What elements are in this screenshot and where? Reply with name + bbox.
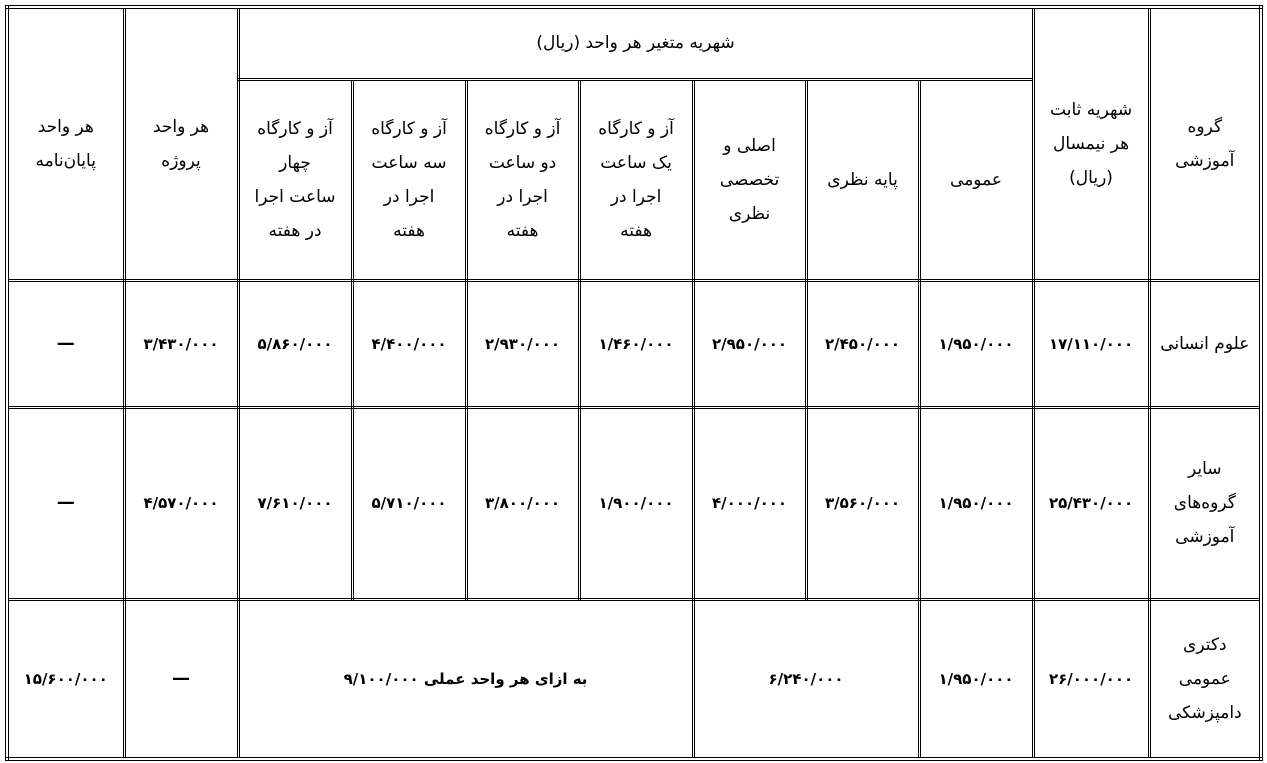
cell-practical-note: به ازای هر واحد عملی ۹/۱۰۰/۰۰۰ [238,599,693,759]
cell-lab-4h: ۷/۶۱۰/۰۰۰ [238,407,352,599]
header-project: هر واحد پروژه [124,7,238,280]
tuition-table [5,5,1263,761]
cell-fixed-fee: ۲۶/۰۰۰/۰۰۰ [1033,599,1149,759]
cell-thesis: — [7,280,124,407]
cell-project: ۳/۴۳۰/۰۰۰ [124,280,238,407]
cell-thesis: — [7,407,124,599]
cell-lab-2h: ۲/۹۳۰/۰۰۰ [466,280,579,407]
cell-core-theory: ۴/۰۰۰/۰۰۰ [693,407,806,599]
header-lab-4h: آز و کارگاه چهار ساعت اجرا در هفته [238,79,352,280]
cell-core-theory: ۲/۹۵۰/۰۰۰ [693,280,806,407]
cell-thesis: ۱۵/۶۰۰/۰۰۰ [7,599,124,759]
header-thesis: هر واحد پایان‌نامه [7,7,124,280]
row-group: دکتری عمومی دامپزشکی [1149,599,1261,759]
header-lab-1h: آز و کارگاه یک ساعت اجرا در هفته [579,79,693,280]
cell-project: — [124,599,238,759]
cell-lab-3h: ۵/۷۱۰/۰۰۰ [352,407,466,599]
cell-lab-4h: ۵/۸۶۰/۰۰۰ [238,280,352,407]
header-variable-fee: شهریه متغیر هر واحد (ریال) [238,7,1033,79]
cell-theory-merged: ۶/۲۴۰/۰۰۰ [693,599,919,759]
row-group: سایر گروه‌های آموزشی [1149,407,1261,599]
cell-basic-theory: ۲/۴۵۰/۰۰۰ [806,280,919,407]
cell-general: ۱/۹۵۰/۰۰۰ [919,407,1033,599]
header-core-theory: اصلی و تخصصی نظری [693,79,806,280]
cell-fixed-fee: ۲۵/۴۳۰/۰۰۰ [1033,407,1149,599]
header-basic-theory: پایه نظری [806,79,919,280]
header-general: عمومی [919,79,1033,280]
table-row [7,280,1261,407]
header-lab-3h: آز و کارگاه سه ساعت اجرا در هفته [352,79,466,280]
cell-project: ۴/۵۷۰/۰۰۰ [124,407,238,599]
cell-lab-1h: ۱/۹۰۰/۰۰۰ [579,407,693,599]
cell-general: ۱/۹۵۰/۰۰۰ [919,280,1033,407]
cell-lab-3h: ۴/۴۰۰/۰۰۰ [352,280,466,407]
cell-fixed-fee: ۱۷/۱۱۰/۰۰۰ [1033,280,1149,407]
cell-general: ۱/۹۵۰/۰۰۰ [919,599,1033,759]
cell-lab-2h: ۳/۸۰۰/۰۰۰ [466,407,579,599]
header-group: گروه آموزشی [1149,7,1261,280]
header-fixed-fee: شهریه ثابت هر نیمسال (ریال) [1033,7,1149,280]
cell-basic-theory: ۳/۵۶۰/۰۰۰ [806,407,919,599]
header-lab-2h: آز و کارگاه دو ساعت اجرا در هفته [466,79,579,280]
table-row [7,599,1261,759]
cell-lab-1h: ۱/۴۶۰/۰۰۰ [579,280,693,407]
row-group: علوم انسانی [1149,280,1261,407]
table-row [7,407,1261,599]
